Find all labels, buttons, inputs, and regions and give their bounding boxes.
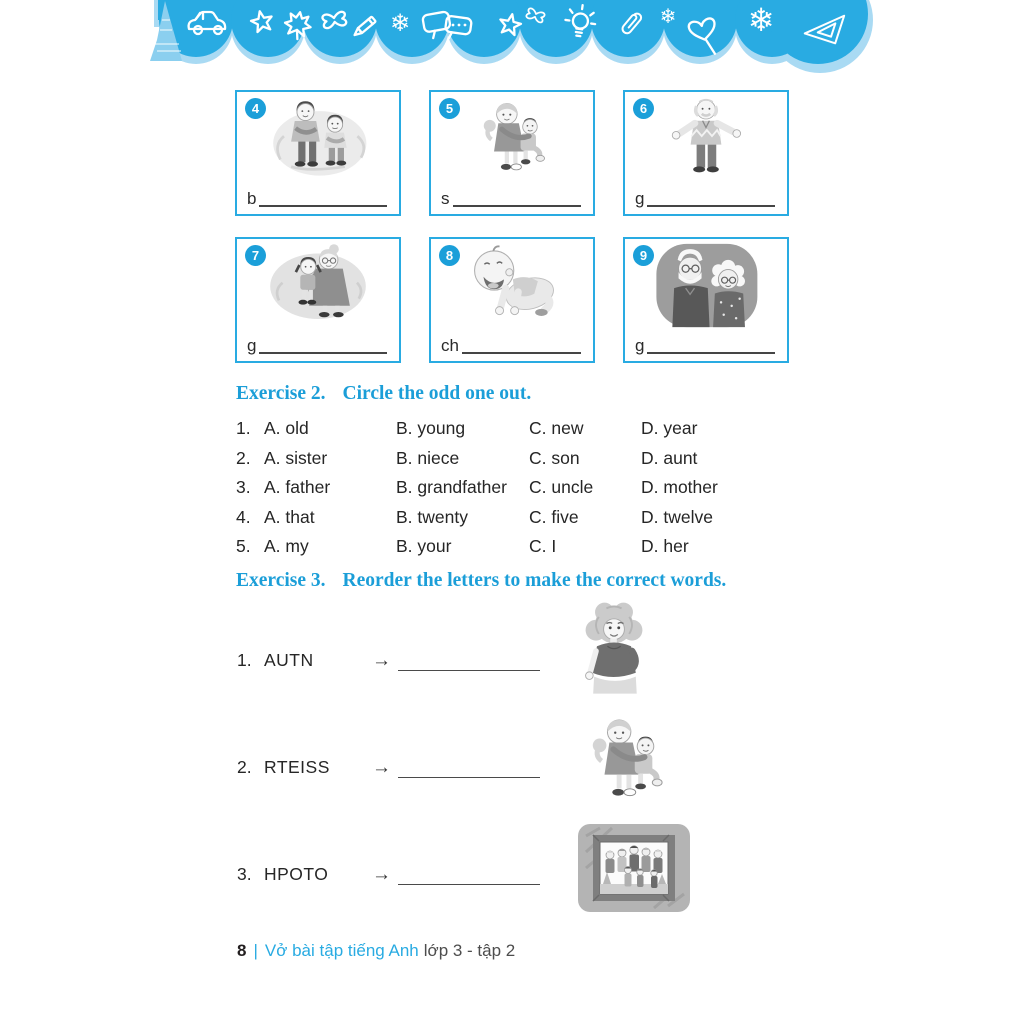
picture-box-6	[623, 90, 789, 216]
option-a: A. father	[264, 477, 331, 498]
option-d: D. twelve	[641, 506, 713, 527]
footer-separator: |	[253, 941, 258, 960]
odd-one-out-row	[236, 414, 816, 444]
odd-one-out-row	[236, 444, 816, 474]
scrambled-letters: AUTN	[264, 650, 314, 670]
exercise-3-heading	[236, 570, 816, 592]
option-b: B. niece	[396, 447, 460, 468]
answer-blank	[647, 338, 775, 354]
illustration-brothers	[255, 95, 381, 181]
illustration-grandmother-and-granddaughter	[256, 242, 380, 327]
exercise-2-heading	[236, 383, 816, 405]
page-number: 8	[237, 941, 247, 960]
picture-box-7	[235, 237, 401, 363]
exercise-3-section	[236, 570, 816, 592]
exercise-3-title: Reorder the letters to make the correct words.	[342, 570, 727, 591]
option-c: C. son	[529, 447, 580, 468]
answer-row	[247, 190, 387, 207]
picture-box-grid	[235, 90, 789, 363]
arrow-icon: →	[372, 864, 391, 885]
picture-box-9	[623, 237, 789, 363]
page-footer	[237, 941, 515, 961]
option-d: D. mother	[641, 477, 718, 498]
illustration-grandfather	[665, 95, 747, 184]
illustration-family-photo	[576, 822, 692, 914]
picture-box-8	[429, 237, 595, 363]
answer-blank	[647, 191, 775, 207]
box-number-badge: 4	[245, 98, 266, 119]
book-title: Vở bài tập tiếng Anh	[264, 941, 419, 960]
row-number: 5.	[236, 536, 251, 557]
option-c: C. I	[529, 536, 557, 557]
header-decoration-band	[148, 0, 878, 79]
answer-prefix: g	[635, 336, 645, 355]
exercise-2-section	[236, 383, 816, 562]
reorder-item-3	[237, 864, 567, 888]
box-number-badge: 7	[245, 245, 266, 266]
answer-prefix: s	[441, 189, 450, 208]
answer-blank	[398, 654, 540, 671]
answer-prefix: ch	[441, 336, 459, 355]
book-edition: lớp 3 - tập 2	[423, 941, 516, 960]
arrow-icon: →	[372, 757, 391, 778]
picture-box-4	[235, 90, 401, 216]
item-number: 1.	[237, 650, 252, 670]
option-b: B. twenty	[396, 506, 468, 527]
snowflake-icon: ❄	[659, 4, 677, 28]
box-number-badge: 9	[633, 245, 654, 266]
illustration-sister-and-brother	[476, 95, 548, 184]
option-a: A. old	[264, 418, 309, 439]
illustration-sister-and-brother	[584, 710, 666, 812]
answer-prefix: g	[247, 336, 257, 355]
illustration-baby	[454, 242, 570, 324]
odd-one-out-row	[236, 473, 816, 503]
option-c: C. five	[529, 506, 579, 527]
option-a: A. my	[264, 536, 309, 557]
exercise-2-title: Circle the odd one out.	[342, 383, 532, 404]
exercise-3-label: Exercise 3.	[236, 570, 326, 591]
reorder-item-2	[237, 757, 567, 781]
answer-row	[441, 190, 581, 207]
answer-row	[441, 337, 581, 354]
option-d: D. aunt	[641, 447, 698, 468]
option-b: B. young	[396, 418, 466, 439]
odd-one-out-row	[236, 532, 816, 562]
option-b: B. grandfather	[396, 477, 507, 498]
scrambled-letters: HPOTO	[264, 864, 329, 884]
answer-row	[247, 337, 387, 354]
option-a: A. sister	[264, 447, 328, 468]
box-number-badge: 8	[439, 245, 460, 266]
answer-prefix: g	[635, 189, 645, 208]
option-d: D. her	[641, 536, 689, 557]
answer-blank	[398, 761, 540, 778]
answer-row	[635, 337, 775, 354]
picture-box-5	[429, 90, 595, 216]
box-number-badge: 6	[633, 98, 654, 119]
row-number: 2.	[236, 447, 251, 468]
odd-one-out-row	[236, 503, 816, 533]
row-number: 3.	[236, 477, 251, 498]
arrow-icon: →	[372, 650, 391, 671]
option-c: C. uncle	[529, 477, 594, 498]
item-number: 2.	[237, 757, 252, 777]
answer-blank	[453, 191, 582, 207]
option-a: A. that	[264, 506, 315, 527]
answer-row	[635, 190, 775, 207]
illustration-grandparents	[644, 242, 768, 329]
snowflake-icon: ❄	[747, 1, 775, 39]
answer-blank	[398, 868, 540, 885]
option-d: D. year	[641, 418, 698, 439]
reorder-item-1	[237, 650, 567, 674]
answer-blank	[259, 338, 387, 354]
row-number: 4.	[236, 506, 251, 527]
answer-blank	[462, 338, 581, 354]
answer-prefix: b	[247, 189, 257, 208]
item-number: 3.	[237, 864, 252, 884]
row-number: 1.	[236, 418, 251, 439]
snowflake-icon: ❄	[389, 9, 411, 37]
answer-blank	[259, 191, 387, 207]
option-c: C. new	[529, 418, 584, 439]
box-number-badge: 5	[439, 98, 460, 119]
exercise-2-rows	[236, 414, 816, 562]
illustration-aunt	[578, 602, 650, 700]
option-b: B. your	[396, 536, 452, 557]
scrambled-letters: RTEISS	[264, 757, 330, 777]
exercise-2-label: Exercise 2.	[236, 383, 326, 404]
